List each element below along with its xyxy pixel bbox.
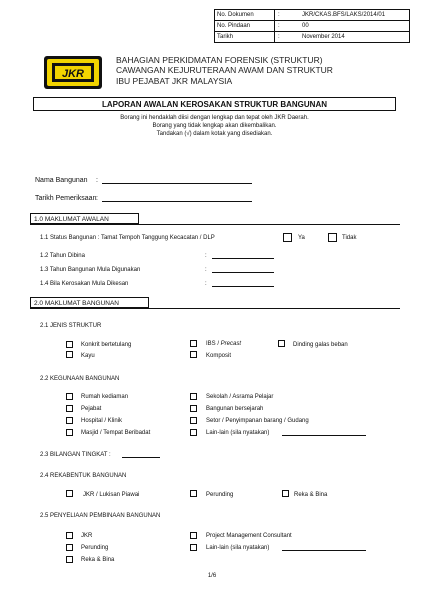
section-1-rule [30, 224, 400, 225]
q-1-1-label: 1.1 Status Bangunan : Tamat Tempoh Tanggung Kecacatan / DLP [40, 235, 215, 241]
page-number: 1/6 [207, 573, 217, 579]
precast-text: Precast [220, 341, 242, 347]
ibs-checkbox[interactable] [190, 340, 197, 347]
colon: : [205, 281, 207, 287]
s-2-4-title: 2.4 REKABENTUK BANGUNAN [40, 473, 127, 479]
nama-bangunan-field[interactable] [102, 183, 252, 184]
doc-value-tarikh: November 2014 [302, 34, 345, 40]
penyeliaan-reka-bina-label: Reka & Bina [81, 557, 115, 563]
colon: : [205, 253, 207, 259]
doc-sep: : [278, 23, 280, 29]
dinding-label: Dinding galas beban [293, 342, 348, 348]
instruction-line-2: Borang yang tidak lengkap akan dikembalikan. [152, 123, 277, 129]
hospital-checkbox[interactable] [66, 417, 73, 424]
doc-label-tarikh: Tarikh [217, 34, 234, 40]
header-line-3: IBU PEJABAT JKR MALAYSIA [116, 76, 233, 86]
header-line-2: CAWANGAN KEJURUTERAAN AWAM DAN STRUKTUR [116, 65, 333, 75]
tidak-label: Tidak [342, 235, 357, 241]
tidak-checkbox[interactable] [328, 233, 337, 242]
q-1-3-label: 1.3 Tahun Bangunan Mula Digunakan [40, 267, 141, 273]
lain-lain-label: Lain-lain (sila nyatakan) [206, 430, 270, 436]
table-divider [274, 9, 275, 43]
penyeliaan-lain-label: Lain-lain (sila nyatakan) [206, 545, 270, 551]
perunding-checkbox[interactable] [190, 490, 197, 497]
pmc-label: Project Management Consultant [206, 533, 292, 539]
penyeliaan-lain-checkbox[interactable] [190, 544, 197, 551]
tarikh-pemeriksaan-field[interactable] [102, 201, 252, 202]
penyeliaan-jkr-label: JKR [81, 533, 93, 539]
tahun-digunakan-field[interactable] [212, 272, 274, 273]
s-2-3-title: 2.3 BILANGAN TINGKAT : [40, 452, 111, 458]
table-divider [214, 31, 410, 32]
header-line-1: BAHAGIAN PERKIDMATAN FORENSIK (STRUKTUR) [116, 55, 323, 65]
s-2-5-title: 2.5 PENYELIAAN PEMBINAAN BANGUNAN [40, 513, 161, 519]
doc-sep: : [278, 34, 280, 40]
doc-sep: : [278, 12, 280, 18]
penyeliaan-jkr-checkbox[interactable] [66, 532, 73, 539]
masjid-label: Masjid / Tempat Beribadat [81, 430, 151, 436]
penyeliaan-reka-bina-checkbox[interactable] [66, 556, 73, 563]
colon: : [96, 177, 98, 184]
bersejarah-label: Bangunan bersejarah [206, 406, 264, 412]
sekolah-label: Sekolah / Asrama Pelajar [206, 394, 274, 400]
lain-lain-field[interactable] [282, 435, 366, 436]
reka-bina-label: Reka & Bina [294, 492, 328, 498]
doc-value-dokumen: JKR/CKAS.BFS/LAKS/2014/01 [302, 12, 386, 18]
kayu-checkbox[interactable] [66, 351, 73, 358]
ya-checkbox[interactable] [283, 233, 292, 242]
section-1-title: 1.0 MAKLUMAT AWALAN [30, 213, 139, 224]
colon: : [205, 267, 207, 273]
penyeliaan-perunding-label: Perunding [81, 545, 109, 551]
doc-label-pindaan: No. Pindaan [217, 23, 251, 29]
doc-value-pindaan: 00 [302, 23, 309, 29]
q-1-2-label: 1.2 Tahun Dibina [40, 253, 85, 259]
kayu-label: Kayu [81, 353, 95, 359]
section-2-title: 2.0 MAKLUMAT BANGUNAN [30, 297, 149, 308]
pmc-checkbox[interactable] [190, 532, 197, 539]
instruction-line-3: Tandakan (√) dalam kotak yang disediakan. [156, 131, 273, 137]
ibs-text: IBS / [206, 341, 221, 347]
rumah-checkbox[interactable] [66, 393, 73, 400]
kerosakan-dikesan-field[interactable] [212, 286, 274, 287]
reka-bina-checkbox[interactable] [282, 490, 289, 497]
perunding-label: Perunding [206, 492, 234, 498]
setor-checkbox[interactable] [190, 417, 197, 424]
doc-label-dokumen: No. Dokumen [217, 12, 254, 18]
colon: : [96, 195, 98, 202]
ibs-label [206, 341, 241, 348]
table-divider [214, 20, 410, 21]
konkrit-label: Konkrit bertetulang [81, 342, 132, 348]
pejabat-checkbox[interactable] [66, 405, 73, 412]
pejabat-label: Pejabat [81, 406, 102, 412]
sekolah-checkbox[interactable] [190, 393, 197, 400]
logo-text: JKR [61, 68, 85, 80]
rumah-label: Rumah kediaman [81, 394, 129, 400]
jkr-logo [43, 55, 103, 90]
komposit-checkbox[interactable] [190, 351, 197, 358]
penyeliaan-lain-field[interactable] [282, 550, 366, 551]
instruction-line-1: Borang ini hendaklah diisi dengan lengkap dan tepat oleh JKR Daerah. [120, 115, 309, 121]
jkr-lukisan-checkbox[interactable] [66, 490, 73, 497]
bilangan-tingkat-field[interactable] [122, 457, 160, 458]
komposit-label: Komposit [206, 353, 232, 359]
tahun-dibina-field[interactable] [212, 258, 274, 259]
konkrit-checkbox[interactable] [66, 341, 73, 348]
nama-bangunan-label: Nama Bangunan [35, 177, 88, 184]
dinding-checkbox[interactable] [278, 340, 285, 347]
tarikh-pemeriksaan-label: Tarikh Pemeriksaan [35, 195, 97, 202]
form-title: LAPORAN AWALAN KEROSAKAN STRUKTUR BANGUNAN [101, 100, 328, 109]
q-1-4-label: 1.4 Bila Kerosakan Mula Dikesan [40, 281, 129, 287]
bersejarah-checkbox[interactable] [190, 405, 197, 412]
penyeliaan-perunding-checkbox[interactable] [66, 544, 73, 551]
hospital-label: Hospital / Klinik [81, 418, 123, 424]
jkr-lukisan-label: JKR / Lukisan Piawai [83, 492, 140, 498]
ya-label: Ya [298, 235, 305, 241]
section-2-rule [30, 308, 400, 309]
lain-lain-checkbox[interactable] [190, 429, 197, 436]
s-2-2-title: 2.2 KEGUNAAN BANGUNAN [40, 376, 120, 382]
masjid-checkbox[interactable] [66, 429, 73, 436]
s-2-1-title: 2.1 JENIS STRUKTUR [40, 323, 102, 329]
setor-label: Setor / Penyimpanan barang / Gudang [206, 418, 309, 424]
